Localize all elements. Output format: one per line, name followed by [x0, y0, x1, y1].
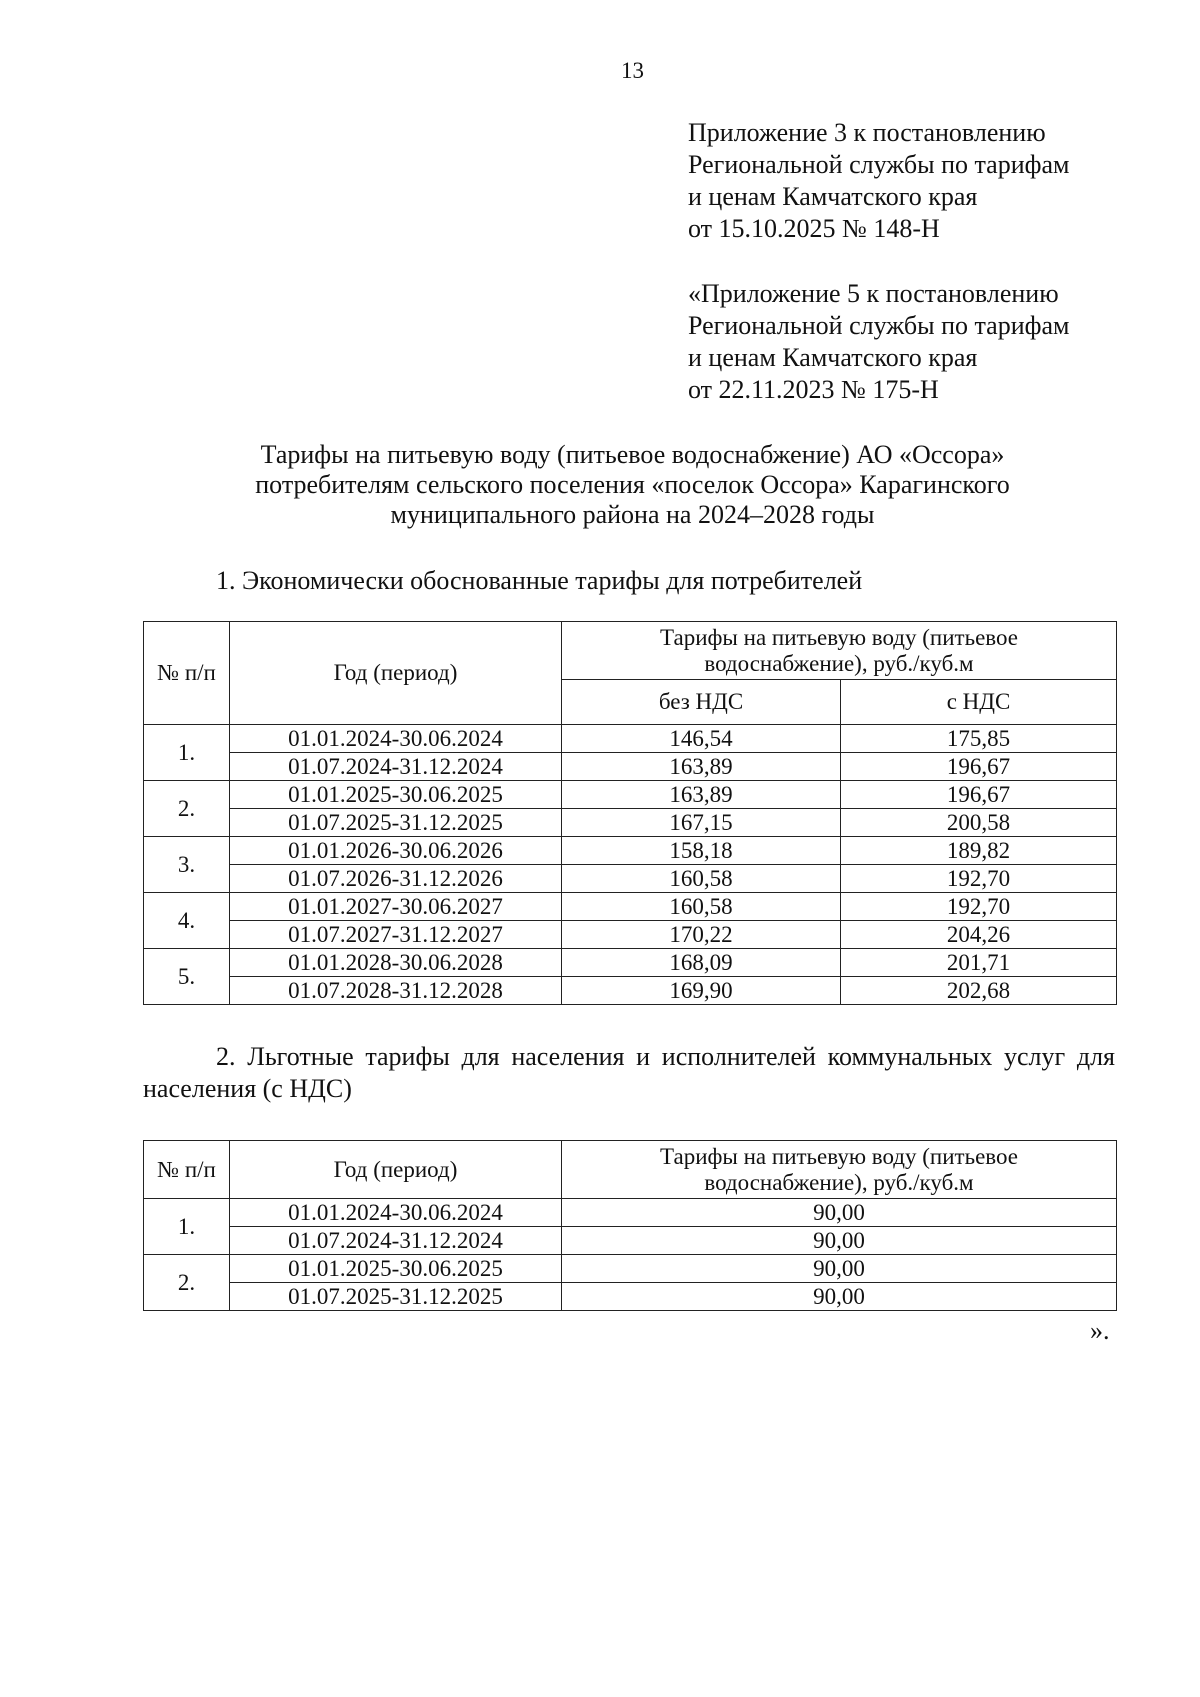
- title-line: муниципального района на 2024–2028 годы: [390, 500, 875, 529]
- row-number: 1.: [144, 1199, 230, 1255]
- appendix-line: Приложение 3 к постановлению: [688, 118, 1046, 147]
- table-row: [144, 781, 1117, 809]
- tariff-with-vat: 204,26: [841, 921, 1117, 949]
- header-tariff-line: Тарифы на питьевую воду (питьевое: [660, 624, 1018, 650]
- tariff-value: 90,00: [562, 1227, 1117, 1255]
- table-row: [144, 977, 1117, 1005]
- tariff-without-vat: 168,09: [562, 949, 841, 977]
- table-row: [144, 837, 1117, 865]
- row-number: 5.: [144, 949, 230, 1005]
- header-tariff-line: Тарифы на питьевую воду (питьевое: [660, 1143, 1018, 1169]
- header-tariff-line: водоснабжение), руб./куб.м: [704, 1169, 974, 1195]
- title-line: Тарифы на питьевую воду (питьевое водоснабжение) АО «Оссора»: [260, 440, 1005, 469]
- tariff-with-vat: 196,67: [841, 753, 1117, 781]
- row-number: 2.: [144, 1255, 230, 1311]
- appendix-line: и ценам Камчатского края: [688, 343, 978, 372]
- header-tariff: [562, 1141, 1117, 1199]
- section-1-heading: 1. Экономически обоснованные тарифы для потребителей: [216, 566, 863, 595]
- tariff-with-vat: 196,67: [841, 781, 1117, 809]
- header-without-vat: без НДС: [562, 680, 841, 725]
- period-cell: 01.07.2025-31.12.2025: [230, 809, 562, 837]
- table-row: [144, 893, 1117, 921]
- appendix-reference-current: [688, 117, 1148, 245]
- row-number: 4.: [144, 893, 230, 949]
- tariff-value: 90,00: [562, 1283, 1117, 1311]
- table-row: [144, 753, 1117, 781]
- tariff-without-vat: 163,89: [562, 781, 841, 809]
- period-cell: 01.07.2028-31.12.2028: [230, 977, 562, 1005]
- appendix-line: Региональной службы по тарифам: [688, 311, 1070, 340]
- period-cell: 01.07.2025-31.12.2025: [230, 1283, 562, 1311]
- table-row: [144, 949, 1117, 977]
- tariff-with-vat: 202,68: [841, 977, 1117, 1005]
- preferential-tariffs-table: [143, 1140, 1117, 1311]
- period-cell: 01.07.2024-31.12.2024: [230, 1227, 562, 1255]
- tariff-value: 90,00: [562, 1199, 1117, 1227]
- table-row: [144, 1283, 1117, 1311]
- tariff-with-vat: 192,70: [841, 865, 1117, 893]
- appendix-line: от 15.10.2025 № 148-Н: [688, 214, 940, 243]
- period-cell: 01.01.2025-30.06.2025: [230, 1255, 562, 1283]
- row-number: 3.: [144, 837, 230, 893]
- document-title: [140, 440, 1125, 530]
- period-cell: 01.01.2026-30.06.2026: [230, 837, 562, 865]
- title-line: потребителям сельского поселения «поселок Оссора» Карагинского: [255, 470, 1010, 499]
- tariff-without-vat: 158,18: [562, 837, 841, 865]
- period-cell: 01.01.2027-30.06.2027: [230, 893, 562, 921]
- closing-quote-mark: ».: [1090, 1316, 1110, 1345]
- period-cell: 01.07.2027-31.12.2027: [230, 921, 562, 949]
- period-cell: 01.07.2026-31.12.2026: [230, 865, 562, 893]
- tariff-without-vat: 163,89: [562, 753, 841, 781]
- page-number: 13: [621, 58, 644, 83]
- tariff-without-vat: 160,58: [562, 893, 841, 921]
- header-period: Год (период): [230, 622, 562, 725]
- tariff-with-vat: 192,70: [841, 893, 1117, 921]
- economic-tariffs-table: [143, 621, 1117, 1005]
- period-cell: 01.01.2028-30.06.2028: [230, 949, 562, 977]
- period-cell: 01.01.2024-30.06.2024: [230, 725, 562, 753]
- tariff-with-vat: 201,71: [841, 949, 1117, 977]
- tariff-without-vat: 170,22: [562, 921, 841, 949]
- table-row: [144, 809, 1117, 837]
- appendix-line: «Приложение 5 к постановлению: [688, 279, 1059, 308]
- header-tariff: [562, 622, 1117, 680]
- header-with-vat: с НДС: [841, 680, 1117, 725]
- appendix-line: от 22.11.2023 № 175-Н: [688, 375, 939, 404]
- tariff-without-vat: 169,90: [562, 977, 841, 1005]
- table-row: [144, 1227, 1117, 1255]
- table-row: [144, 1255, 1117, 1283]
- row-number: 2.: [144, 781, 230, 837]
- tariff-with-vat: 200,58: [841, 809, 1117, 837]
- tariff-without-vat: 167,15: [562, 809, 841, 837]
- table-row: [144, 725, 1117, 753]
- period-cell: 01.07.2024-31.12.2024: [230, 753, 562, 781]
- tariff-without-vat: 160,58: [562, 865, 841, 893]
- section-2-heading: 2. Льготные тарифы для населения и исполнителей коммунальных услуг для населения (с НДС): [143, 1042, 1115, 1103]
- appendix-line: и ценам Камчатского края: [688, 182, 978, 211]
- header-period: Год (период): [230, 1141, 562, 1199]
- row-number: 1.: [144, 725, 230, 781]
- tariff-value: 90,00: [562, 1255, 1117, 1283]
- appendix-reference-original: [688, 278, 1148, 406]
- tariff-with-vat: 189,82: [841, 837, 1117, 865]
- period-cell: 01.01.2024-30.06.2024: [230, 1199, 562, 1227]
- header-tariff-line: водоснабжение), руб./куб.м: [704, 650, 974, 676]
- period-cell: 01.01.2025-30.06.2025: [230, 781, 562, 809]
- tariff-without-vat: 146,54: [562, 725, 841, 753]
- appendix-line: Региональной службы по тарифам: [688, 150, 1070, 179]
- table-row: [144, 1199, 1117, 1227]
- header-number: № п/п: [144, 622, 230, 725]
- tariff-with-vat: 175,85: [841, 725, 1117, 753]
- header-number: № п/п: [144, 1141, 230, 1199]
- table-row: [144, 865, 1117, 893]
- table-row: [144, 921, 1117, 949]
